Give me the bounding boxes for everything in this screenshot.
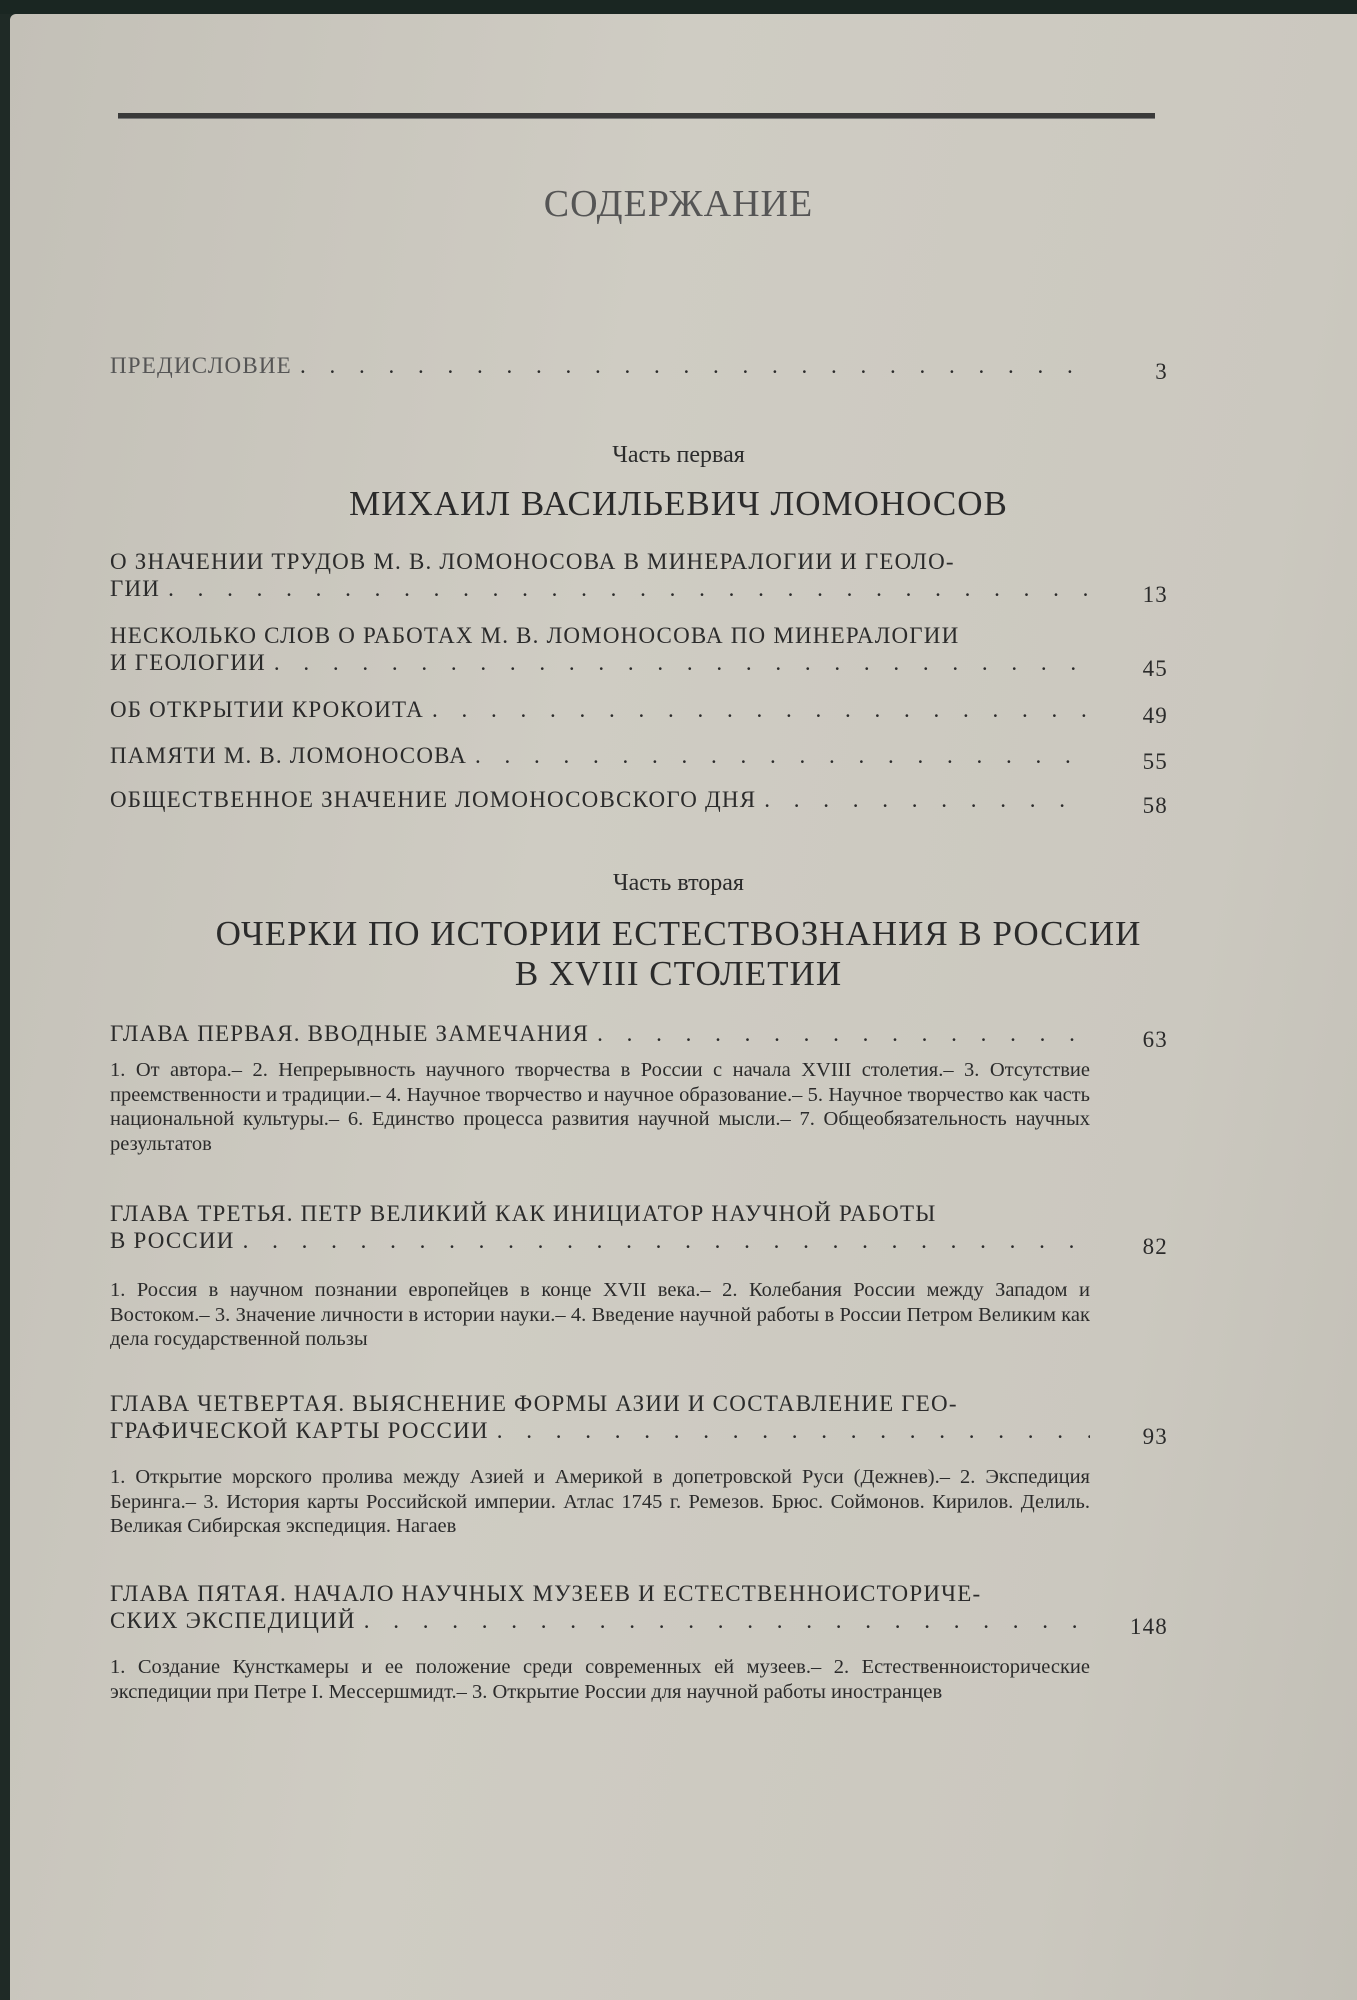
entry-title: СКИХ ЭКСПЕДИЦИЙ [110, 1608, 356, 1633]
part-heading: ОЧЕРКИ ПО ИСТОРИИ ЕСТЕСТВОЗНАНИЯ В РОССИИ [215, 914, 1142, 953]
toc-entry[interactable] [110, 742, 1168, 774]
toc-chapter[interactable] [110, 1390, 1168, 1449]
entry-title: ГЛАВА ЧЕТВЕРТАЯ. ВЫЯСНЕНИЕ ФОРМЫ АЗИИ И СОСТАВЛЕНИЕ ГЕО- [110, 1391, 958, 1416]
entry-title: ГРАФИЧЕСКОЙ КАРТЫ РОССИИ [110, 1418, 489, 1443]
page-number: 55 [1142, 749, 1168, 774]
chapter-description: 1. Создание Кунсткамеры и ее положение среди современных ей музеев.– 2. Естественноисторические экспедиции при Петре I. Мессершмидт.– 3. Открытие России для научной работы иностранцев [110, 1656, 1090, 1703]
dot-leader [168, 575, 1090, 602]
part-label: Часть вторая [613, 870, 744, 896]
toc-chapter[interactable] [110, 1580, 1168, 1639]
dot-leader [274, 649, 1090, 676]
dot-leader [432, 696, 1090, 723]
entry-title: ОБЩЕСТВЕННОЕ ЗНАЧЕНИЕ ЛОМОНОСОВСКОГО ДНЯ [110, 787, 757, 812]
entry-title: ГЛАВА ПЕРВАЯ. ВВОДНЫЕ ЗАМЕЧАНИЯ [110, 1021, 590, 1046]
toc-chapter[interactable] [110, 1200, 1168, 1259]
entry-title: ГЛАВА ТРЕТЬЯ. ПЕТР ВЕЛИКИЙ КАК ИНИЦИАТОР НАУЧНОЙ РАБОТЫ [110, 1201, 937, 1226]
toc-chapter[interactable] [110, 1020, 1168, 1052]
page-number: 45 [1142, 656, 1168, 681]
toc-entry[interactable] [110, 696, 1168, 728]
entry-title: ГИИ [110, 576, 161, 601]
entry-title: ПАМЯТИ М. В. ЛОМОНОСОВА [110, 743, 468, 768]
entry-title: ОБ ОТКРЫТИИ КРОКОИТА [110, 697, 424, 722]
dot-leader [300, 352, 1090, 379]
part-heading: МИХАИЛ ВАСИЛЬЕВИЧ ЛОМОНОСОВ [349, 484, 1008, 523]
entry-title: И ГЕОЛОГИИ [110, 650, 266, 675]
page-number: 3 [1155, 359, 1168, 384]
page-number: 63 [1142, 1027, 1168, 1052]
page-number: 13 [1142, 582, 1168, 607]
toc-entry[interactable] [110, 786, 1168, 818]
book-cover-edge [0, 0, 1357, 14]
dot-leader [475, 742, 1090, 769]
page-number: 58 [1142, 793, 1168, 818]
page-number: 82 [1142, 1234, 1168, 1259]
dot-leader [243, 1227, 1090, 1254]
page-number: 148 [1129, 1614, 1168, 1639]
dot-leader [497, 1417, 1090, 1444]
header-rule [118, 113, 1155, 119]
entry-title: ПРЕДИСЛОВИЕ [110, 353, 292, 378]
chapter-description: 1. От автора.– 2. Непрерывность научного творчества в России с начала XVIII столетия.– 3. Отсутствие преемственности и традиции.– 4. Научное творчество и научное образование.– 5. Научное творчество как часть национальной культуры.– 6. Единство процесса развития научной мысли.– 7. Общеобязательность научных результатов [110, 1059, 1090, 1155]
page-number: 49 [1142, 703, 1168, 728]
entry-title: НЕСКОЛЬКО СЛОВ О РАБОТАХ М. В. ЛОМОНОСОВА ПО МИНЕРАЛОГИИ [110, 623, 960, 648]
part-heading: В XVIII СТОЛЕТИИ [514, 954, 843, 993]
page-title: СОДЕРЖАНИЕ [543, 183, 814, 225]
entry-title: ГЛАВА ПЯТАЯ. НАЧАЛО НАУЧНЫХ МУЗЕЕВ И ЕСТЕСТВЕННОИСТОРИЧЕ- [110, 1581, 982, 1606]
chapter-description: 1. Россия в научном познании европейцев в конце XVII века.– 2. Колебания России между Западом и Востоком.– 3. Значение личности в истории науки.– 4. Введение научной работы в России Петром Великим как дела государственной пользы [110, 1279, 1090, 1350]
dot-leader [597, 1020, 1090, 1047]
entry-title: В РОССИИ [110, 1228, 235, 1253]
dot-leader [764, 786, 1090, 813]
toc-entry[interactable] [110, 548, 1168, 607]
page-number: 93 [1142, 1424, 1168, 1449]
chapter-description: 1. Открытие морского пролива между Азией и Америкой в допетровской Руси (Дежнев).– 2. Экспедиция Беринга.– 3. История карты Российской империи. Атлас 1745 г. Ремезов. Брюс. Соймонов. Кирилов. Делиль. Великая Сибирская экспедиция. Нагаев [110, 1466, 1090, 1537]
toc-entry[interactable] [110, 622, 1168, 681]
entry-title: О ЗНАЧЕНИИ ТРУДОВ М. В. ЛОМОНОСОВА В МИНЕРАЛОГИИ И ГЕОЛО- [110, 549, 955, 574]
dot-leader [364, 1607, 1090, 1634]
toc-entry-preface[interactable] [110, 352, 1168, 384]
part-label: Часть первая [612, 442, 745, 468]
